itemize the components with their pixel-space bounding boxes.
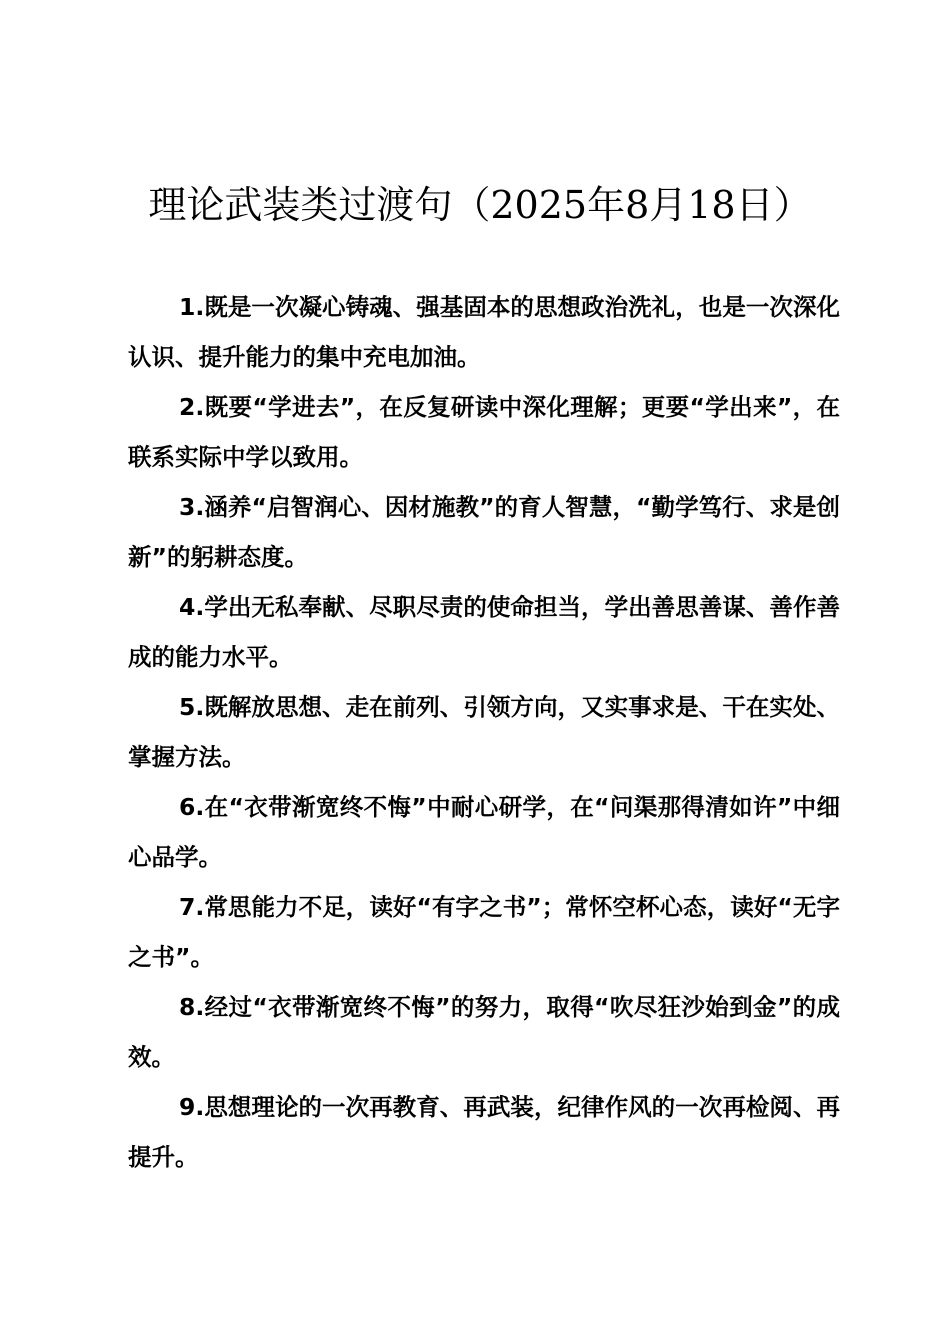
list-item: 3.涵养“启智润心、因材施教”的育人智慧，“勤学笃行、求是创新”的躬耕态度。 xyxy=(128,493,840,571)
list-item: 8.经过“衣带渐宽终不悔”的努力，取得“吹尽狂沙始到金”的成效。 xyxy=(128,993,840,1071)
list-item: 4.学出无私奉献、尽职尽责的使命担当，学出善思善谋、善作善成的能力水平。 xyxy=(128,593,840,671)
transition-sentence-list xyxy=(128,282,840,1182)
list-item: 2.既要“学进去”，在反复研读中深化理解；更要“学出来”，在联系实际中学以致用。 xyxy=(128,393,840,471)
list-item: 7.常思能力不足，读好“有字之书”；常怀空杯心态，读好“无字之书”。 xyxy=(128,893,840,971)
document-title: 理论武装类过渡句（2025年8月18日） xyxy=(148,183,812,227)
list-item: 6.在“衣带渐宽终不悔”中耐心研学，在“问渠那得清如许”中细心品学。 xyxy=(128,793,840,871)
list-item: 1.既是一次凝心铸魂、强基固本的思想政治洗礼，也是一次深化认识、提升能力的集中充电加油。 xyxy=(128,293,840,371)
list-item: 5.既解放思想、走在前列、引领方向，又实事求是、干在实处、掌握方法。 xyxy=(128,693,840,771)
list-item: 9.思想理论的一次再教育、再武装，纪律作风的一次再检阅、再提升。 xyxy=(128,1093,840,1171)
